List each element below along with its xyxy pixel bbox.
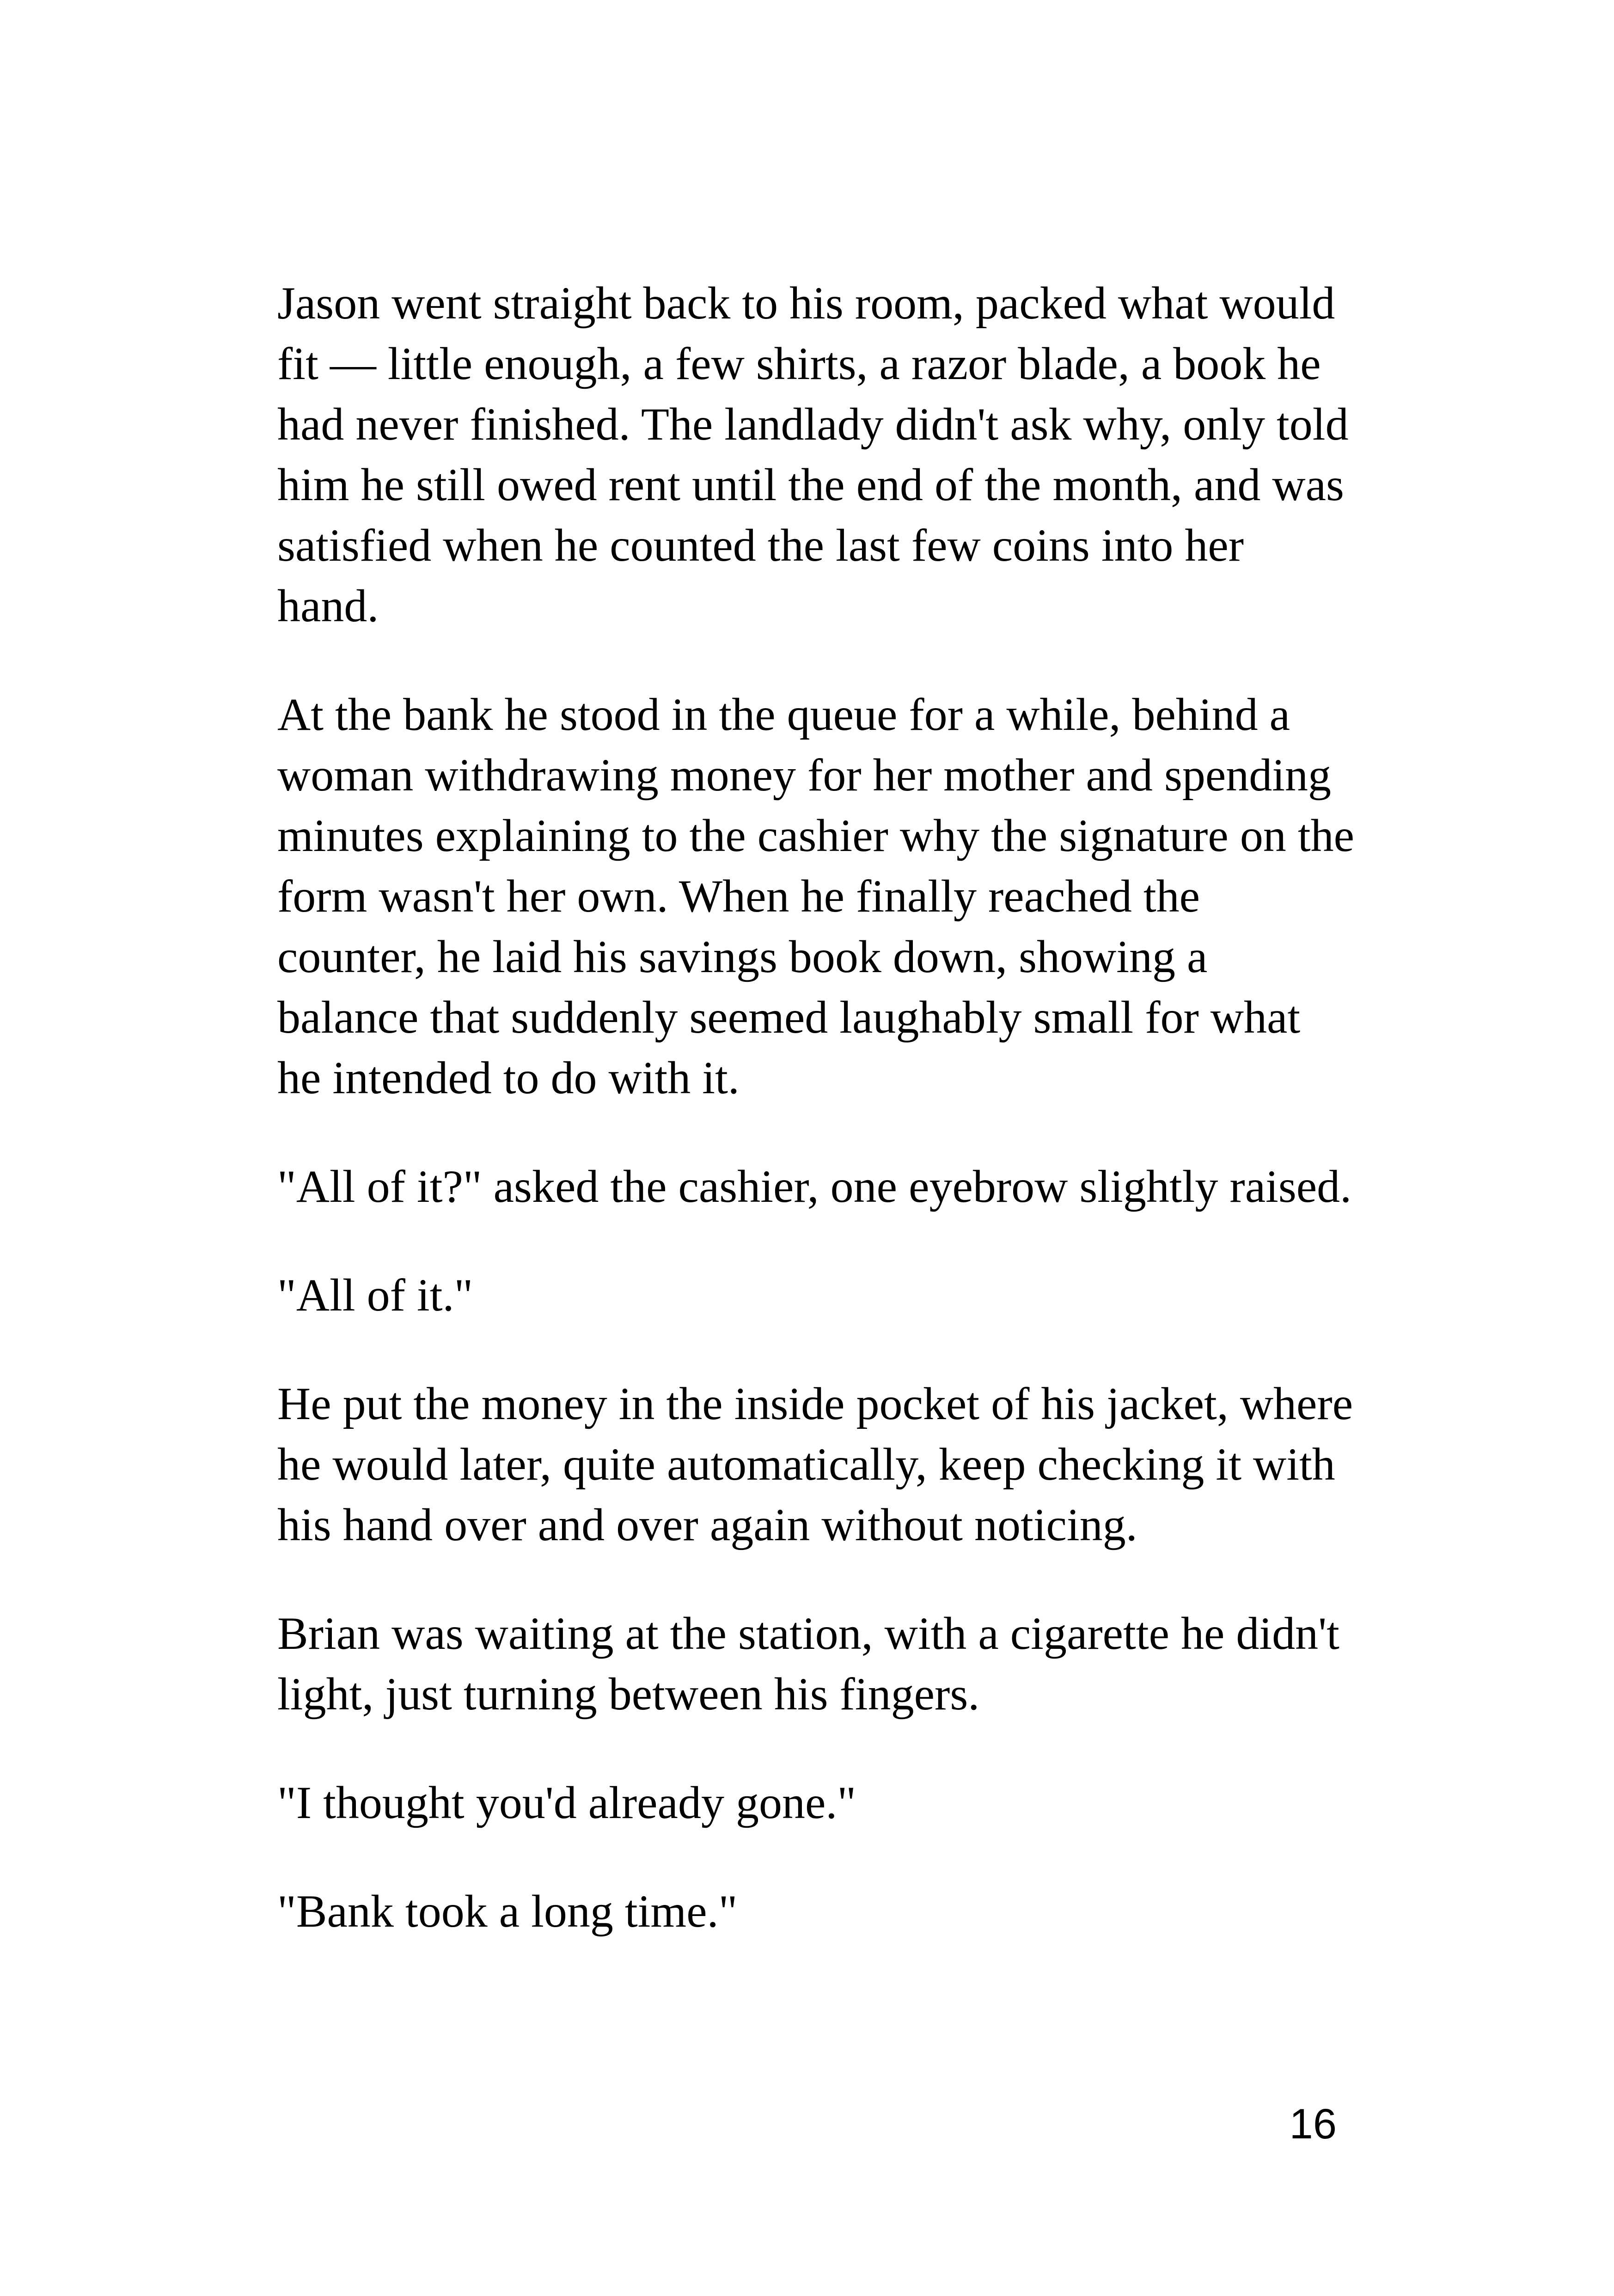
page-number: 16 xyxy=(1289,2100,1337,2148)
paragraph-3: "All of it?" asked the cashier, one eyebrow slightly raised. xyxy=(277,1161,1352,1212)
paragraph-6: Brian was waiting at the station, with a cigarette he didn't light, just turning between his fingers. xyxy=(277,1608,1339,1720)
paragraph-2: At the bank he stood in the queue for a while, behind a woman withdrawing money for her mother and spending minutes explaining to the cashier why the signature on the form wasn't her own. When he finally reached the counter, he laid his savings book down, showing a balance that suddenly seemed laughably small for what he intended to do with it. xyxy=(277,689,1354,1103)
paragraph-5: He put the money in the inside pocket of his jacket, where he would later, quite automatically, keep checking it with his hand over and over again without noticing. xyxy=(277,1378,1353,1550)
paragraph-1: Jason went straight back to his room, packed what would fit — little enough, a few shirts, a razor blade, a book he had never finished. The landlady didn't ask why, only told him he still owed rent until the end of the month, and was satisfied when he counted the last few coins into her hand. xyxy=(277,277,1349,631)
paragraph-7: "I thought you'd already gone." xyxy=(277,1777,856,1828)
paragraph-8: "Bank took a long time." xyxy=(277,1886,738,1937)
paragraph-4: "All of it." xyxy=(277,1269,473,1321)
body-text xyxy=(277,273,1354,1990)
